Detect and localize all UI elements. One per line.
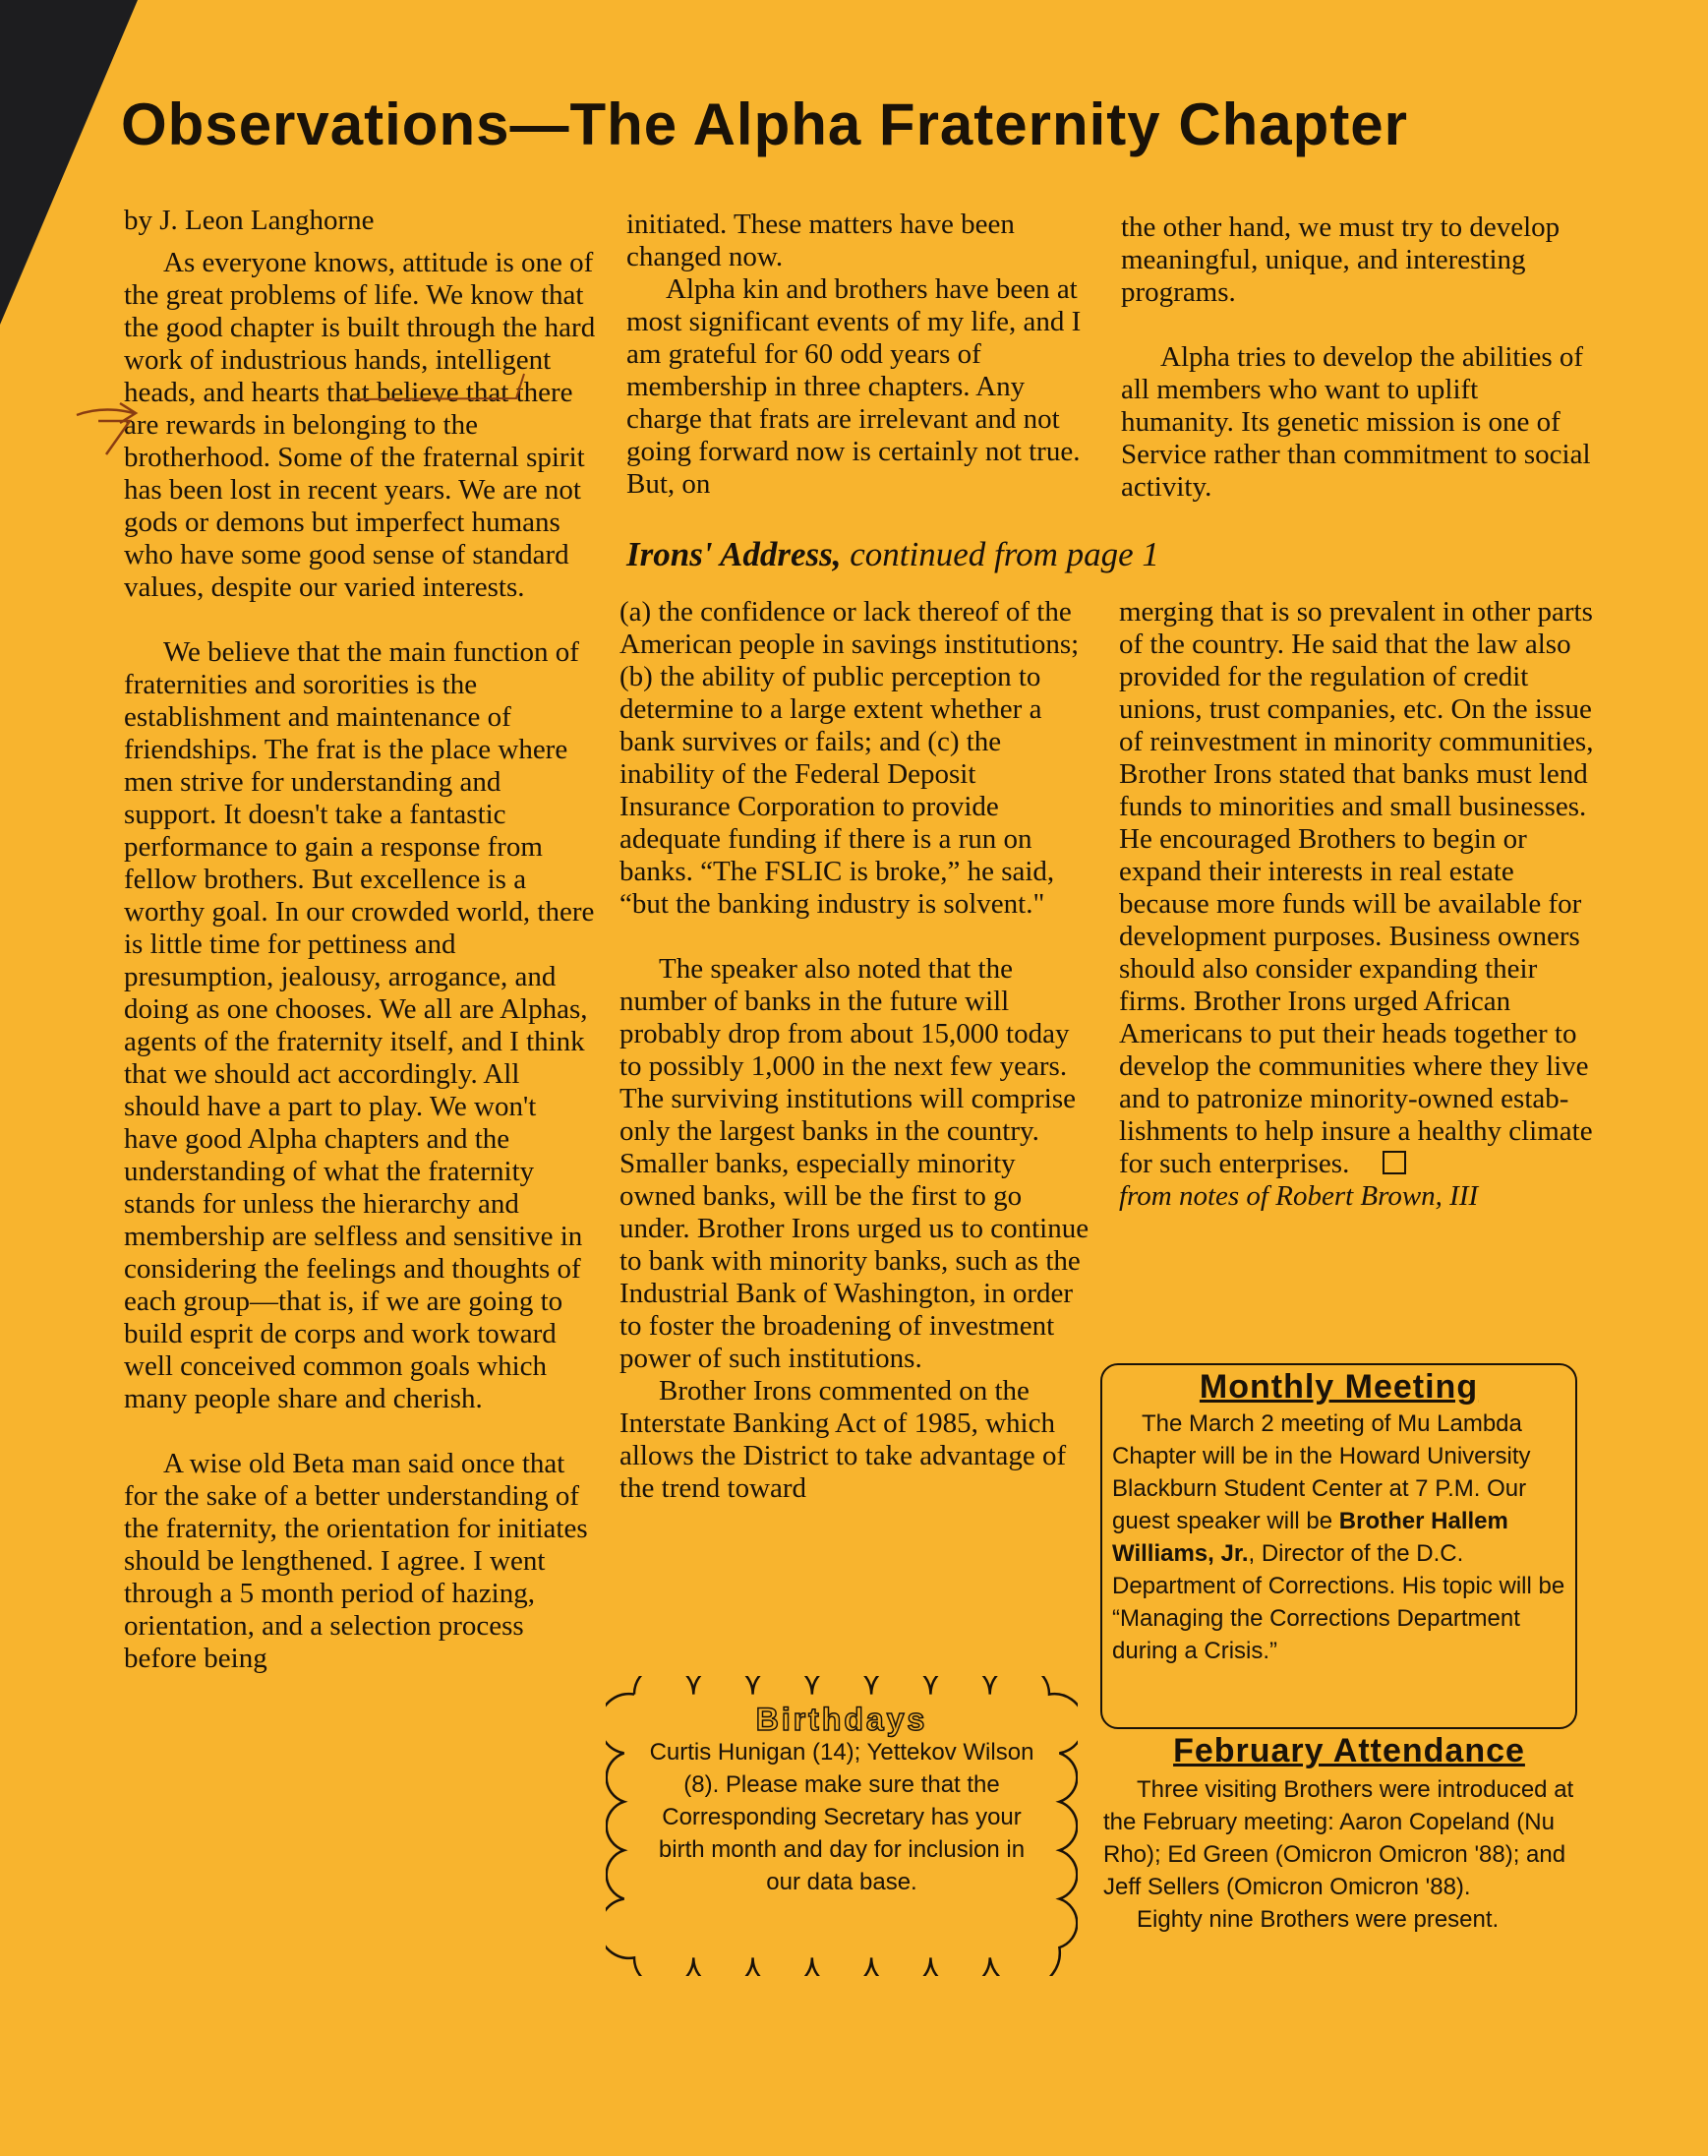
credit-line: from notes of Robert Brown, III <box>1119 1180 1479 1212</box>
meeting-line-1: The March 2 meeting of Mu Lambda Chapter will be in the Howard University Blackburn Student Center at 7 P.M. Our guest speaker will be <box>1112 1410 1531 1534</box>
paragraph-text: merging that is so prevalent in other parts of the country. He said that the law also provided for the regulation of credit unions, trust companies, etc. On the issue of reinvestment in minority communities, Brother Irons stated that banks must lend funds to minorities and small businesses. He encouraged Brothers to begin or expand their interests in real estate because more funds will be available for development purposes. Business owners should also consider expanding their firms. Brother Irons urged African Americans to put their heads together to develop the communities where they live and to patronize minority-owned estab-lishments to help insure a healthy climate for such enterprises. <box>1119 596 1594 1179</box>
headline: Observations—The Alpha Fraternity Chapter <box>121 91 1409 157</box>
birthdays-text: Curtis Hunigan (14); Yettekov Wilson (8). Please make sure that the Corresponding Secretary has your birth month and day for inclusion in our data base. <box>649 1739 1034 1895</box>
column-3-top <box>1121 211 1593 504</box>
paragraph: Alpha tries to develop the abilities of all members who want to uplift humanity. Its genetic mission is one of Service rather than commitment to social activity. <box>1121 341 1591 503</box>
monthly-meeting-box <box>1100 1363 1577 1729</box>
paragraph: Alpha kin and brothers have been at most significant events of my life, and I am grateful for 60 odd years of membership in three chapters. Any charge that frats are irrelevant and not going forward now is certainly not true. But, on <box>626 273 1082 500</box>
attendance-title: February Attendance <box>1173 1732 1525 1769</box>
byline: by J. Leon Langhorne <box>124 205 375 236</box>
column-2-bottom <box>619 596 1091 1505</box>
paragraph: A wise old Beta man said once that for the sake of a better understanding of the fraternity, the orientation for initiates should be lengthened. I agree. I went through a 5 month period of hazing, orientation, and a selection process before being <box>124 1448 588 1674</box>
meeting-line-2: , Director of the D.C. Department of Corrections. His topic will be “Managing the Corrections Department during a Crisis.” <box>1112 1540 1565 1664</box>
paragraph: (a) the confidence or lack thereof of the American people in savings institutions; (b) the ability of public perception to determine to a large extent whether a bank survives or fails; and (c) the inability of the Federal Deposit Insurance Corporation to provide adequate funding if there is a run on banks. “The FSLIC is broke,” he said, “but the banking industry is solvent." <box>619 596 1080 920</box>
attendance-count: Eighty nine Brothers were present. <box>1137 1906 1500 1933</box>
continuation-heading <box>626 535 1610 574</box>
paragraph <box>1119 596 1601 1180</box>
column-1 <box>124 205 596 1675</box>
attendance-section <box>1103 1732 1595 1936</box>
attendance-text: Three visiting Brothers were introduced at the February meeting: Aaron Copeland (Nu Rho); Ed Green (Omicron Omicron '88); and Jeff Sellers (Omicron Omicron '88). <box>1103 1776 1574 1900</box>
meeting-speaker: Brother Hallem Williams, Jr. <box>1112 1508 1508 1567</box>
column-2-top <box>626 209 1089 501</box>
paragraph: The speaker also noted that the number of banks in the future will probably drop from about 15,000 today to possibly 1,000 in the next few years. The surviving institutions will comprise only the largest banks in the country. Smaller banks, especially minority owned banks, will be the first to go under. Brother Irons urged us to continue to bank with minority banks, such as the Industrial Bank of Washington, in order to foster the broadening of investment power of such institutions. <box>619 953 1090 1374</box>
birthdays-box <box>606 1676 1078 1976</box>
continuation-rest: continued from page 1 <box>841 535 1159 573</box>
handwritten-arrow-mark <box>69 393 147 462</box>
paragraph: the other hand, we must try to develop meaningful, unique, and interesting programs. <box>1121 211 1561 308</box>
paragraph: Brother Irons commented on the Interstate Banking Act of 1985, which allows the District to take advantage of the trend toward <box>619 1375 1067 1504</box>
paragraph: As everyone knows, attitude is one of the great problems of life. We know that the good chapter is built through the hard work of industrious hands, intelligent heads, and hearts that believe that there are rewards in belonging to the brotherhood. Some of the fraternal spirit has been lost in recent years. We are not gods or demons but imperfect humans who have some good sense of standard values, despite our varied interests. <box>124 247 596 603</box>
column-3-bottom <box>1119 596 1601 1213</box>
continuation-title: Irons' Address, <box>626 535 842 573</box>
paragraph: We believe that the main function of fraternities and sororities is the establishment and maintenance of friendships. The frat is the place where men strive for understanding and support. It doesn't take a fantastic performance to gain a response from fellow brothers. But excellence is a worthy goal. In our crowded world, there is little time for pettiness and presumption, jealousy, arrogance, and doing as one chooses. We all are Alphas, agents of the fraternity itself, and I think that we should act accordingly. All should have a part to play. We won't have good Alpha chapters and the understanding of what the fraternity stands for unless the hierarchy and membership are selfless and sensitive in considering the feelings and thoughts of each group—that is, if we are going to build esprit de corps and work toward well conceived common goals which many people share and cherish. <box>124 636 595 1414</box>
handwritten-underline-mark <box>349 366 546 405</box>
meeting-text <box>1112 1407 1567 1667</box>
paragraph: initiated. These matters have been changed now. <box>626 209 1015 272</box>
end-mark-icon <box>1383 1151 1406 1174</box>
dark-corner <box>0 0 138 325</box>
meeting-title: Monthly Meeting <box>1199 1368 1479 1406</box>
birthdays-title: Birthdays <box>755 1702 928 1737</box>
